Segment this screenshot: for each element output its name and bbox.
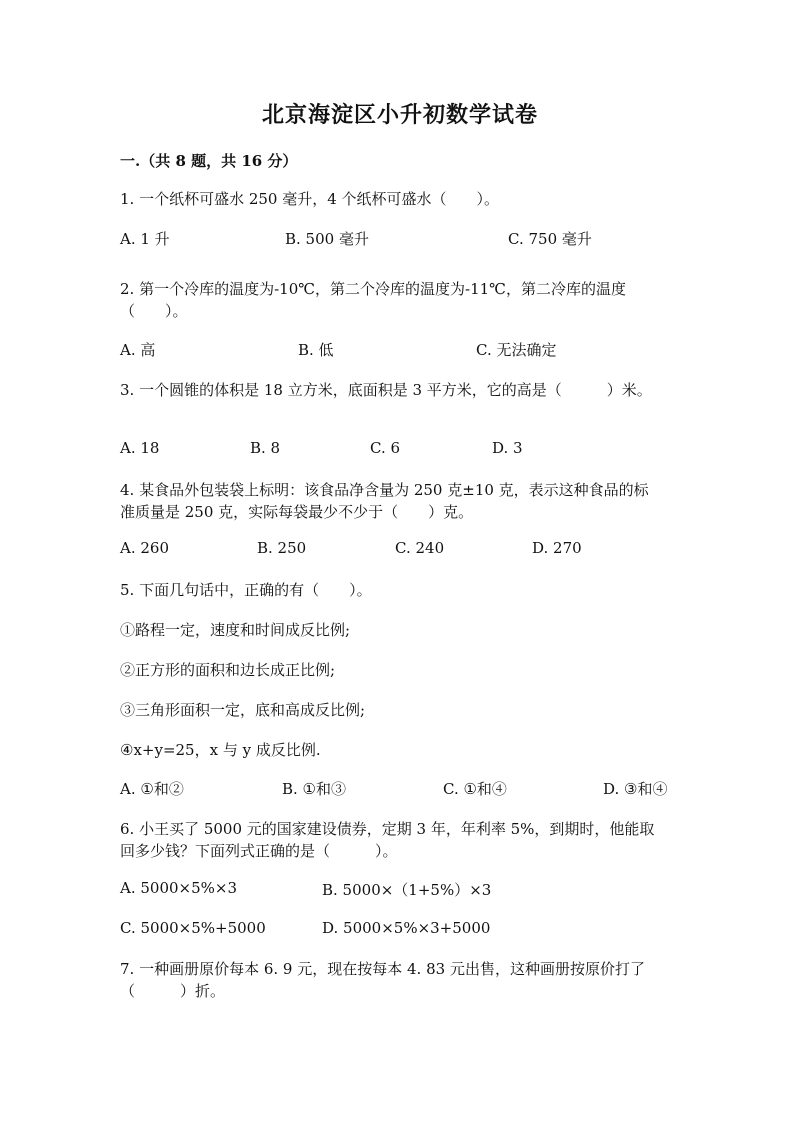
question-5-options [120,778,680,800]
option-c: C. ①和④ [443,780,507,798]
question-6-options-row-1 [120,879,680,901]
option-c: C. 750 毫升 [508,230,592,248]
question-5-statement-3: ③三角形面积一定，底和高成反比例; [120,701,366,719]
question-7-text-line-1: 7. 一种画册原价每本 6. 9 元，现在按每本 4. 83 元出售，这种画册按原价打了 [120,960,645,978]
question-3-options [120,439,680,461]
option-d: D. ③和④ [603,780,668,798]
question-3-text: 3. 一个圆锥的体积是 18 立方米，底面积是 3 平方米，它的高是（ ）米。 [120,381,652,399]
option-a: A. 5000×5%×3 [120,879,238,897]
option-a: A. ①和② [120,780,184,798]
section-heading: 一.（共 8 题，共 16 分） [120,152,298,170]
question-1-text: 1. 一个纸杯可盛水 250 毫升，4 个纸杯可盛水（ ）。 [120,190,500,208]
option-a: A. 1 升 [120,230,170,248]
question-6-text-line-2: 回多少钱？下面列式正确的是（ ）。 [120,842,398,860]
option-b: B. 8 [250,439,281,457]
option-b: B. 低 [298,341,334,359]
question-2-options [120,339,680,361]
question-5-statement-2: ②正方形的面积和边长成正比例; [120,661,336,679]
option-d: D. 5000×5%×3+5000 [322,919,491,937]
page-title: 北京海淀区小升初数学试卷 [261,102,538,128]
option-c: C. 5000×5%+5000 [120,919,266,937]
question-4-text-line-2: 准质量是 250 克，实际每袋最少不少于（ ）克。 [120,503,474,521]
question-1-options [120,228,680,250]
question-4-text-line-1: 4. 某食品外包装袋上标明：该食品净含量为 250 克±10 克，表示这种食品的标 [120,481,649,499]
option-d: D. 3 [492,439,523,457]
question-4-options [120,539,680,561]
question-6-options-row-2 [120,919,680,941]
option-b: B. 250 [257,539,307,557]
question-6-text-line-1: 6. 小王买了 5000 元的国家建设债券，定期 3 年，年利率 5%，到期时，他能取 [120,820,655,838]
option-c: C. 无法确定 [476,341,557,359]
option-b: B. ①和③ [282,780,347,798]
option-b: B. 5000×（1+5%）×3 [322,881,492,899]
question-5-text: 5. 下面几句话中，正确的有（ ）。 [120,581,372,599]
option-a: A. 高 [120,341,156,359]
question-7-text-line-2: （ ）折。 [120,982,226,1000]
option-c: C. 6 [370,439,401,457]
option-a: A. 18 [120,439,160,457]
option-a: A. 260 [120,539,169,557]
question-5-statement-4: ④x+y=25，x 与 y 成反比例. [120,741,321,759]
option-d: D. 270 [532,539,582,557]
question-2-text-line-1: 2. 第一个冷库的温度为-10℃，第二个冷库的温度为-11℃，第二冷库的温度 [120,280,626,298]
question-5-statement-1: ①路程一定，速度和时间成反比例; [120,621,351,639]
option-b: B. 500 毫升 [285,230,369,248]
question-2-text-line-2: （ ）。 [120,302,188,320]
option-c: C. 240 [395,539,445,557]
